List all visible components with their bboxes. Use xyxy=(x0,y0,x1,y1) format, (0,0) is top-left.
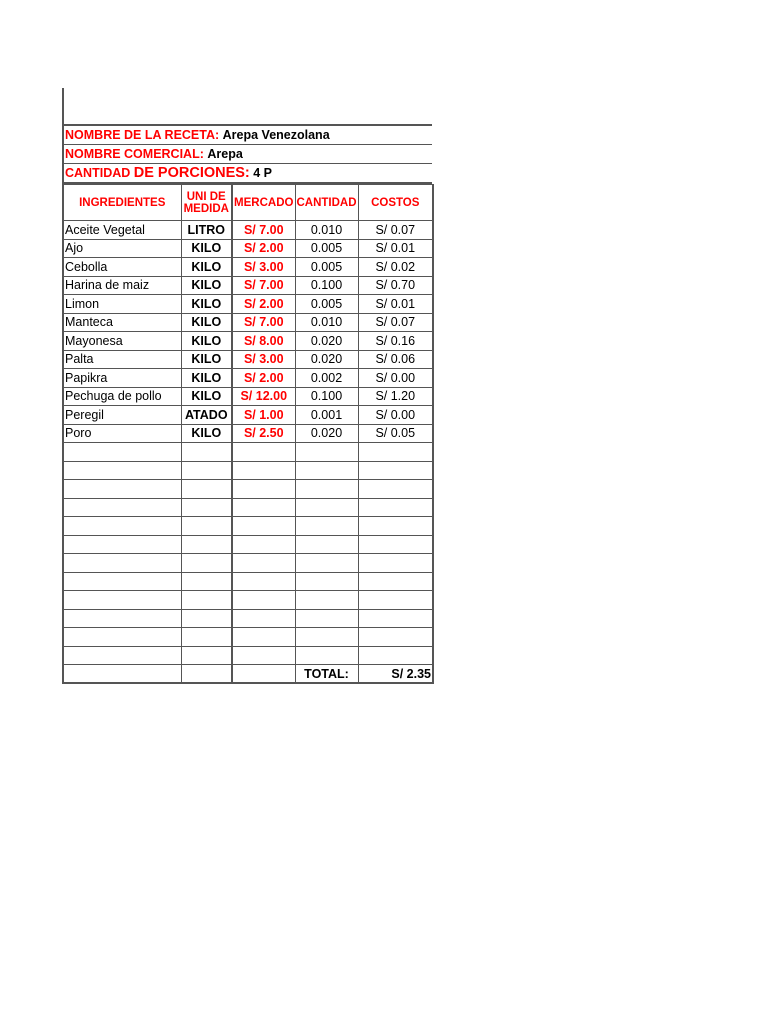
cell-mercado[interactable]: S/ 2.50 xyxy=(232,424,295,443)
cell-mercado[interactable] xyxy=(232,628,295,647)
table-row xyxy=(63,258,433,277)
header-unidad-line1: UNI DE xyxy=(186,190,226,203)
table-row xyxy=(63,387,433,406)
cell-costo[interactable]: S/ 1.20 xyxy=(358,387,433,406)
portions-value: 4 P xyxy=(253,166,273,180)
cell-unidad[interactable] xyxy=(181,591,232,610)
cell-ingrediente[interactable]: Manteca xyxy=(63,313,181,332)
cell-costo[interactable]: S/ 0.00 xyxy=(358,406,433,425)
cell-cantidad[interactable]: 0.005 xyxy=(295,239,358,258)
cell-mercado[interactable]: S/ 3.00 xyxy=(232,258,295,277)
empty-row xyxy=(63,517,433,536)
cell-ingrediente[interactable]: Mayonesa xyxy=(63,332,181,351)
cell-mercado[interactable] xyxy=(232,517,295,536)
empty-row xyxy=(63,572,433,591)
recipe-name-row[interactable] xyxy=(62,126,432,145)
cell-mercado[interactable]: S/ 2.00 xyxy=(232,295,295,314)
cell-mercado[interactable]: S/ 8.00 xyxy=(232,332,295,351)
cell-cantidad[interactable]: 0.010 xyxy=(295,221,358,240)
cell-ingrediente[interactable]: Ajo xyxy=(63,239,181,258)
table-row xyxy=(63,276,433,295)
empty-row xyxy=(63,461,433,480)
cell-costo[interactable] xyxy=(358,572,433,591)
cell-mercado[interactable] xyxy=(232,535,295,554)
cell-unidad[interactable]: KILO xyxy=(181,258,232,277)
cell-costo[interactable] xyxy=(358,480,433,499)
table-row xyxy=(63,332,433,351)
cell-cantidad[interactable]: 0.005 xyxy=(295,258,358,277)
cell-mercado[interactable] xyxy=(232,480,295,499)
cell-costo[interactable] xyxy=(358,461,433,480)
cell-mercado[interactable]: S/ 3.00 xyxy=(232,350,295,369)
cell-mercado[interactable] xyxy=(232,572,295,591)
cell-mercado[interactable]: S/ 7.00 xyxy=(232,221,295,240)
cell-unidad[interactable] xyxy=(181,665,232,684)
cell-cantidad[interactable] xyxy=(295,646,358,665)
cell-costo[interactable]: S/ 0.16 xyxy=(358,332,433,351)
cell-mercado[interactable]: S/ 2.00 xyxy=(232,369,295,388)
cell-costo[interactable] xyxy=(358,517,433,536)
cell-cantidad[interactable] xyxy=(295,498,358,517)
cell-cantidad[interactable] xyxy=(295,572,358,591)
cell-ingrediente[interactable]: Peregil xyxy=(63,406,181,425)
table-row xyxy=(63,369,433,388)
cell-cantidad[interactable] xyxy=(295,443,358,462)
cell-ingrediente[interactable] xyxy=(63,517,181,536)
total-label[interactable]: TOTAL: xyxy=(295,665,358,684)
empty-row xyxy=(63,498,433,517)
header-mercado: MERCADO xyxy=(232,185,295,221)
sheet-title-cell[interactable] xyxy=(62,88,432,126)
cell-unidad[interactable]: KILO xyxy=(181,350,232,369)
cell-ingrediente[interactable] xyxy=(63,609,181,628)
cell-ingrediente[interactable] xyxy=(63,443,181,462)
cell-unidad[interactable] xyxy=(181,517,232,536)
cell-cantidad[interactable] xyxy=(295,628,358,647)
table-row xyxy=(63,406,433,425)
cell-mercado[interactable]: S/ 7.00 xyxy=(232,313,295,332)
header-unidad-line2: MEDIDA xyxy=(183,202,229,215)
commercial-name-value: Arepa xyxy=(207,147,243,161)
cell-cantidad[interactable] xyxy=(295,609,358,628)
header-ingredientes: INGREDIENTES xyxy=(63,185,181,221)
cell-cantidad[interactable] xyxy=(295,554,358,573)
cell-mercado[interactable] xyxy=(232,646,295,665)
cell-cantidad[interactable]: 0.020 xyxy=(295,332,358,351)
cell-unidad[interactable]: ATADO xyxy=(181,406,232,425)
total-value[interactable]: S/ 2.35 xyxy=(358,665,433,684)
commercial-name-label: NOMBRE COMERCIAL: xyxy=(65,147,204,161)
cell-costo[interactable]: S/ 0.00 xyxy=(358,369,433,388)
cell-costo[interactable]: S/ 0.01 xyxy=(358,295,433,314)
cell-unidad[interactable]: KILO xyxy=(181,313,232,332)
cell-costo[interactable]: S/ 0.06 xyxy=(358,350,433,369)
cell-ingrediente[interactable] xyxy=(63,665,181,684)
table-row xyxy=(63,424,433,443)
cell-cantidad[interactable]: 0.005 xyxy=(295,295,358,314)
recipe-name-value: Arepa Venezolana xyxy=(222,128,330,142)
empty-row xyxy=(63,535,433,554)
cell-ingrediente[interactable]: Harina de maiz xyxy=(63,276,181,295)
cell-cantidad[interactable] xyxy=(295,517,358,536)
cell-mercado[interactable]: S/ 2.00 xyxy=(232,239,295,258)
header-unidad xyxy=(181,185,232,221)
cell-unidad[interactable] xyxy=(181,480,232,499)
empty-row xyxy=(63,609,433,628)
cell-cantidad[interactable]: 0.020 xyxy=(295,424,358,443)
cell-costo[interactable] xyxy=(358,591,433,610)
cell-unidad[interactable]: LITRO xyxy=(181,221,232,240)
empty-row xyxy=(63,628,433,647)
cell-unidad[interactable] xyxy=(181,572,232,591)
cell-costo[interactable]: S/ 0.07 xyxy=(358,221,433,240)
cell-mercado[interactable] xyxy=(232,591,295,610)
cell-cantidad[interactable] xyxy=(295,535,358,554)
header-cantidad: CANTIDAD xyxy=(295,185,358,221)
cell-ingrediente[interactable]: Palta xyxy=(63,350,181,369)
cell-costo[interactable] xyxy=(358,498,433,517)
table-row xyxy=(63,350,433,369)
cell-costo[interactable]: S/ 0.70 xyxy=(358,276,433,295)
header-costos: COSTOS xyxy=(358,185,433,221)
cell-unidad[interactable] xyxy=(181,646,232,665)
cell-ingrediente[interactable] xyxy=(63,646,181,665)
cell-unidad[interactable]: KILO xyxy=(181,387,232,406)
cell-mercado[interactable]: S/ 1.00 xyxy=(232,406,295,425)
cell-ingrediente[interactable] xyxy=(63,591,181,610)
cell-mercado[interactable]: S/ 12.00 xyxy=(232,387,295,406)
cell-unidad[interactable] xyxy=(181,461,232,480)
cell-costo[interactable] xyxy=(358,554,433,573)
cell-unidad[interactable]: KILO xyxy=(181,295,232,314)
cell-unidad[interactable]: KILO xyxy=(181,332,232,351)
table-row xyxy=(63,295,433,314)
cell-cantidad[interactable] xyxy=(295,461,358,480)
cell-costo[interactable] xyxy=(358,609,433,628)
cell-costo[interactable]: S/ 0.05 xyxy=(358,424,433,443)
cell-ingrediente[interactable] xyxy=(63,498,181,517)
cell-ingrediente[interactable] xyxy=(63,461,181,480)
cell-mercado[interactable] xyxy=(232,498,295,517)
portions-label-a: CANTIDAD xyxy=(65,166,134,180)
empty-row xyxy=(63,480,433,499)
cell-ingrediente[interactable]: Pechuga de pollo xyxy=(63,387,181,406)
table-header-row xyxy=(63,185,433,221)
cell-ingrediente[interactable] xyxy=(63,554,181,573)
cell-mercado[interactable] xyxy=(232,461,295,480)
cell-mercado[interactable] xyxy=(232,609,295,628)
table-row xyxy=(63,313,433,332)
ingredients-table xyxy=(62,184,434,684)
portions-row[interactable] xyxy=(62,164,432,184)
cell-mercado[interactable] xyxy=(232,554,295,573)
cell-costo[interactable]: S/ 0.02 xyxy=(358,258,433,277)
cell-cantidad[interactable]: 0.010 xyxy=(295,313,358,332)
total-row xyxy=(63,665,433,684)
cell-ingrediente[interactable] xyxy=(63,628,181,647)
cell-unidad[interactable] xyxy=(181,498,232,517)
cell-cantidad[interactable]: 0.001 xyxy=(295,406,358,425)
cell-unidad[interactable] xyxy=(181,628,232,647)
cell-unidad[interactable] xyxy=(181,609,232,628)
cell-costo[interactable] xyxy=(358,535,433,554)
recipe-name-label: NOMBRE DE LA RECETA: xyxy=(65,128,220,142)
cell-cantidad[interactable]: 0.100 xyxy=(295,276,358,295)
cell-ingrediente[interactable]: Limon xyxy=(63,295,181,314)
table-row xyxy=(63,221,433,240)
cell-unidad[interactable]: KILO xyxy=(181,369,232,388)
cell-ingrediente[interactable]: Poro xyxy=(63,424,181,443)
cell-ingrediente[interactable]: Cebolla xyxy=(63,258,181,277)
cell-ingrediente[interactable] xyxy=(63,535,181,554)
cell-cantidad[interactable] xyxy=(295,591,358,610)
empty-row xyxy=(63,646,433,665)
cell-ingrediente[interactable]: Aceite Vegetal xyxy=(63,221,181,240)
cell-costo[interactable] xyxy=(358,628,433,647)
cell-cantidad[interactable]: 0.100 xyxy=(295,387,358,406)
cell-mercado[interactable]: S/ 7.00 xyxy=(232,276,295,295)
cell-costo[interactable] xyxy=(358,646,433,665)
cell-costo[interactable]: S/ 0.01 xyxy=(358,239,433,258)
cell-unidad[interactable]: KILO xyxy=(181,424,232,443)
cell-unidad[interactable]: KILO xyxy=(181,239,232,258)
cell-unidad[interactable]: KILO xyxy=(181,276,232,295)
cell-cantidad[interactable]: 0.020 xyxy=(295,350,358,369)
cell-unidad[interactable] xyxy=(181,535,232,554)
commercial-name-row[interactable] xyxy=(62,145,432,164)
recipe-cost-sheet xyxy=(62,88,432,684)
portions-label-b: DE PORCIONES: xyxy=(133,165,250,181)
cell-unidad[interactable] xyxy=(181,554,232,573)
cell-mercado[interactable] xyxy=(232,443,295,462)
cell-mercado[interactable] xyxy=(232,665,295,684)
cell-costo[interactable] xyxy=(358,443,433,462)
empty-row xyxy=(63,443,433,462)
cell-ingrediente[interactable] xyxy=(63,480,181,499)
cell-ingrediente[interactable] xyxy=(63,572,181,591)
cell-unidad[interactable] xyxy=(181,443,232,462)
cell-ingrediente[interactable]: Papikra xyxy=(63,369,181,388)
table-row xyxy=(63,239,433,258)
empty-row xyxy=(63,554,433,573)
cell-costo[interactable]: S/ 0.07 xyxy=(358,313,433,332)
cell-cantidad[interactable]: 0.002 xyxy=(295,369,358,388)
cell-cantidad[interactable] xyxy=(295,480,358,499)
empty-row xyxy=(63,591,433,610)
